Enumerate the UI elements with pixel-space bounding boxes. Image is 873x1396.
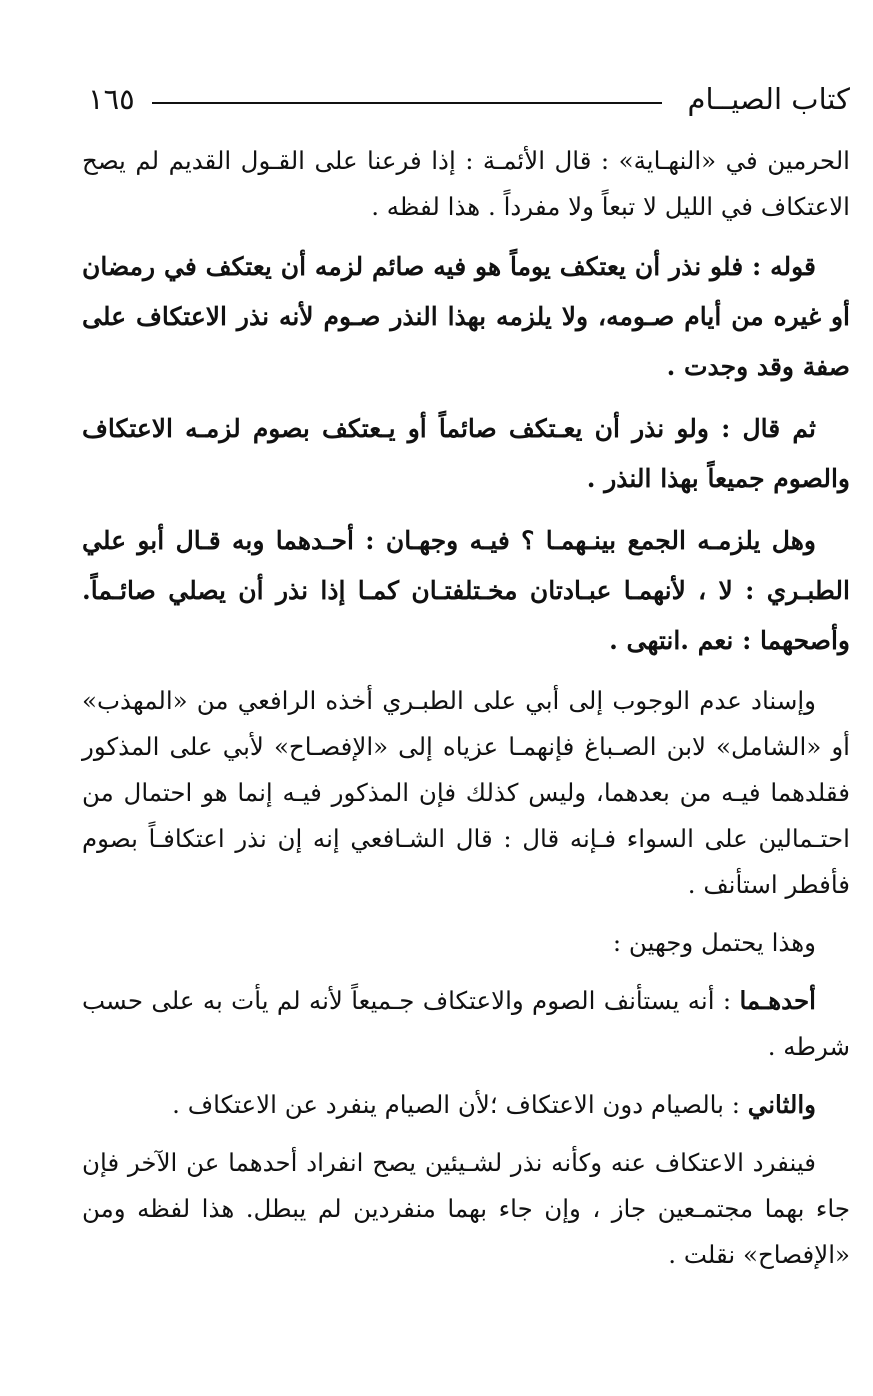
paragraph-6 [82,920,850,966]
paragraph-8 [82,1082,850,1128]
page-number: ١٦٥ [88,82,135,116]
paragraph-text: ثم قال : ولو نذر أن يعـتكف صائماً أو يـعتكف بصوم لزمـه الاعتكاف والصوم جميعاً بهذا النذر . [82,414,850,493]
paragraph-text: : أنه يستأنف الصوم والاعتكاف جـميعاً لأنه لم يأت به على حسب شرطه . [82,986,850,1061]
paragraph-7 [82,978,850,1070]
paragraph-5 [82,678,850,908]
paragraph-1 [82,138,850,230]
paragraph-text: الحرمين في «النهـاية» : قال الأئمـة : إذا فرعنا على القـول القديم لم يصح الاعتكاف في الليل لا تبعاً ولا مفرداً . هذا لفظه . [82,146,850,221]
body-text [82,138,850,1290]
paragraph-text: : بالصيام دون الاعتكاف ؛لأن الصيام ينفرد عن الاعتكاف . [172,1090,748,1119]
page-header [88,76,850,122]
paragraph-lead-word: والثاني [747,1090,816,1119]
paragraph-lead-word: أحدهـما [739,986,816,1015]
paragraph-text: وهذا يحتمل وجهين : [612,928,816,957]
paragraph-text: وهل يلزمـه الجمع بينـهمـا ؟ فيـه وجهـان : أحـدهما وبه قـال أبو علي الطبـري : لا ، لأنهمـا عبـادتان مخـتلفتـان كمـا إذا نذر أن يصلي صائـماً. وأصحهما : نعم .انتهى . [82,526,850,655]
header-divider [152,102,662,104]
paragraph-3 [82,404,850,504]
paragraph-4 [82,516,850,666]
paragraph-9 [82,1140,850,1278]
paragraph-text: قوله : فلو نذر أن يعتكف يوماً هو فيه صائم لزمه أن يعتكف في رمضان أو غيره من أيام صـومه، ولا يلزمه بهذا النذر صـوم لأنه نذر الاعتكاف على صفة وقد وجدت . [82,252,850,381]
paragraph-text: فينفرد الاعتكاف عنه وكأنه نذر لشـيئين يصح انفراد أحدهما عن الآخر فإن جاء بهما مجتمـعين جاز ، وإن جاء بهما منفردين لم يبطل. هذا لفظه ومن «الإفصاح» نقلت . [82,1148,850,1269]
page-title: كتاب الصيــام [687,82,850,116]
paragraph-2 [82,242,850,392]
paragraph-text: وإسناد عدم الوجوب إلى أبي على الطبـري أخذه الرافعي من «المهذب» أو «الشامل» لابن الصـباغ فإنهمـا عزياه إلى «الإفصـاح» لأبي على المذكور فقلدهما فيـه من بعدهما، وليس كذلك فإن المذكور فيـه إنما هو احتمال من احتـمالين على السواء فـإنه قال : قال الشـافعي إنه إن نذر اعتكافـاً بصوم فأفطر استأنف . [82,686,850,899]
